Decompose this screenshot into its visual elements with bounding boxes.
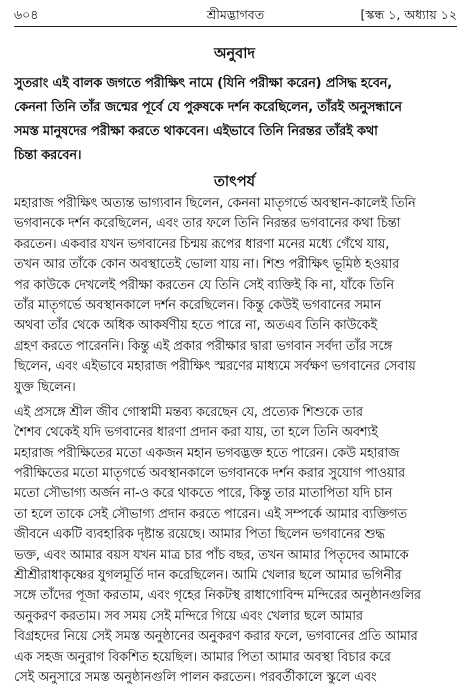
- purport-line: শৈশব থেকেই যদি ভগবানের ধারণা প্রদান করা যায়, তা হলে তিনি অবশ্যই: [14, 425, 378, 441]
- translation-line: সুতরাং এই বালক জগতে পরীক্ষিৎ নামে (যিনি পরীক্ষা করেন) প্রসিদ্ধ হবেন,: [14, 76, 393, 91]
- header-divider: [14, 26, 457, 27]
- purport-line: এক সহজ অনুরাগ বিকশিত হয়েছিল। আমার পিতা আমার অবস্থা বিচার করে: [14, 649, 391, 665]
- purport-line: ভক্ত, এবং আমার বয়স যখন মাত্র চার পাঁচ বছর, তখন আমার পিতৃদেব আমাকে: [14, 547, 409, 563]
- translation-line: চিন্তা করবেন।: [14, 148, 82, 163]
- purport-line: পর কাউকে দেখলেই পরীক্ষা করতেন যে তিনি সেই ব্যক্তিই কি না, যাঁকে তিনি: [14, 277, 394, 293]
- translation-line: সমস্ত মানুষদের পরীক্ষা করতে থাকবেন। এইভাবে তিনি নিরন্তর তাঁরই কথা: [14, 124, 378, 139]
- purport-line: বিগ্রহদের নিয়ে সেই সমস্ত অনুষ্ঠানের অনুকরণ করার ফলে, ভগবানের প্রতি আমার: [14, 629, 418, 645]
- purport-line: অথবা তাঁর থেকে অধিক আকর্ষণীয় হতে পারে না, অতএব তিনি কাউকেই: [14, 318, 378, 334]
- purport-line: অনুকরণ করতাম। সব সময় সেই মন্দিরে গিয়ে এবং খেলার ছলে আমার: [14, 608, 363, 624]
- purport-line: জীবনে একটি ব্যবহারিক দৃষ্টান্ত রয়েছে। আমার পিতা ছিলেন ভগবানের শুদ্ধ: [14, 527, 385, 543]
- purport-line: মহারাজ পরীক্ষিতের মতো একজন মহান ভগবদ্ভক্ত হতে পারেন। কেউ মহারাজ: [14, 445, 400, 461]
- translation-text: [14, 72, 457, 168]
- purport-line: শ্রীশ্রীরাধাকৃষ্ণের যুগলমূর্তি দান করেছিলেন। আমি খেলার ছলে আমার ভগিনীর: [14, 568, 402, 584]
- page-number: ৬০৪: [14, 7, 39, 22]
- book-title: শ্রীমদ্ভাগবত: [206, 7, 265, 22]
- purport-line: তা হলে তাকে সেই সৌভাগ্য প্রদান করতে পারেন। এই সম্পর্কে আমার ব্যক্তিগত: [14, 506, 407, 522]
- purport-line: এই প্রসঙ্গে শ্রীল জীব গোস্বামী মন্তব্য করেছেন যে, প্রত্যেক শিশুকে তার: [14, 404, 363, 420]
- purport-line: ভগবানকে দর্শন করেছিলেন, এবং তার ফলে তিনি নিরন্তর ভগবানের কথা চিন্তা: [14, 216, 401, 232]
- purport-line: পরীক্ষিতের মতো মাতৃগর্ভে অবস্থানকালে ভগবানকে দর্শন করার সুযোগ পাওয়ার: [14, 466, 405, 482]
- purport-line: সেই অনুসারে সমস্ত অনুষ্ঠানগুলি পালন করতেন। পরবর্তীকালে স্কুলে এবং: [14, 669, 377, 685]
- purport-line: গ্রহণ করতে পারেননি। কিন্তু এই প্রকার পরীক্ষার দ্বারা ভগবান সর্বদা তাঁর সঙ্গে: [14, 338, 393, 354]
- purport-line: তাঁর মাতৃগর্ভে অবস্থানকালে দর্শন করেছিলেন। কিন্তু কেউই ভগবানের সমান: [14, 297, 382, 313]
- purport-line: মতো সৌভাগ্য অর্জন না-ও করে থাকতে পারে, কিন্তু তার মাতাপিতা যদি চান: [14, 486, 393, 502]
- translation-heading: অনুবাদ: [213, 46, 256, 62]
- purport-line: যুক্ত ছিলেন।: [14, 379, 76, 395]
- purport-line: করতেন। একবার যখন ভগবানের চিন্ময় রূপের ধারণা মনের মধ্যে গেঁথে যায়,: [14, 236, 390, 252]
- purport-line: ছিলেন, এবং এইভাবে মহারাজ পরীক্ষিৎ স্মরণের মাধ্যমে সর্বক্ষণ ভগবানের সেবায়: [14, 359, 416, 375]
- purport-line: মহারাজ পরীক্ষিৎ অত্যন্ত ভাগ্যবান ছিলেন, কেননা মাতৃগর্ভে অবস্থান-কালেই তিনি: [14, 196, 416, 211]
- purport-heading: তাৎপর্য: [213, 174, 256, 190]
- translation-line: কেননা তিনি তাঁর জন্মের পূর্বে যে পুরুষকে দর্শন করেছিলেন, তাঁরই অনুসন্ধানে: [14, 100, 402, 115]
- purport-text: [14, 194, 457, 688]
- purport-line: সঙ্গে তাঁদের পূজা করতাম, এবং গৃহের নিকটস্থ রাধাগোবিন্দ মন্দিরের অনুষ্ঠানগুলির: [14, 588, 421, 604]
- chapter-reference: [স্কন্ধ ১, অধ্যায় ১২: [360, 7, 457, 22]
- purport-line: তখন আর তাঁকে কোন অবস্থাতেই ভোলা যায় না। শিশু পরীক্ষিৎ ভূমিষ্ঠ হওয়ার: [14, 257, 400, 273]
- page-header: [14, 6, 457, 32]
